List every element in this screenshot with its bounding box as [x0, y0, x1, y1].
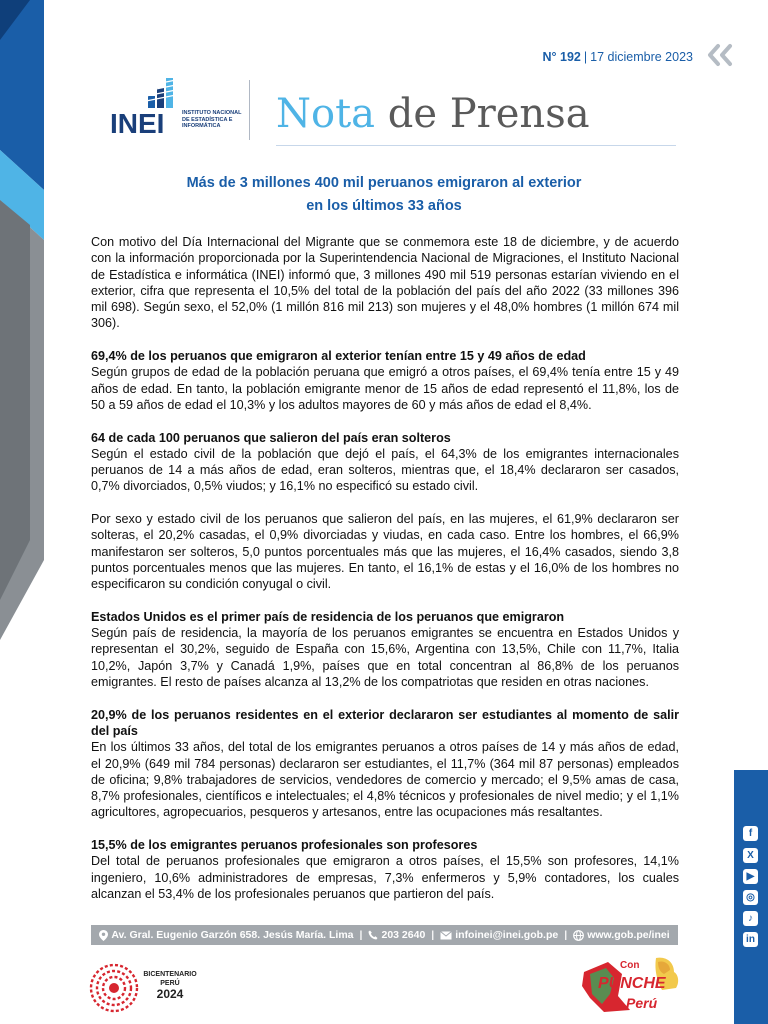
- section-country: [91, 609, 679, 690]
- con-punche-peru-logo: [578, 952, 688, 1018]
- section-civil-status: [91, 430, 679, 495]
- bicentenario-logo: [88, 962, 208, 1016]
- linkedin-icon[interactable]: in: [743, 932, 758, 947]
- title-part-prensa: de Prensa: [387, 91, 590, 137]
- article-body: [91, 234, 679, 918]
- inei-logo-mark-icon: [146, 76, 176, 108]
- campaign-text-peru: Perú: [626, 995, 658, 1011]
- headline: [110, 172, 658, 218]
- footer-contact-bar: [91, 925, 678, 945]
- footer-web[interactable]: [573, 929, 669, 941]
- left-decorative-band: [0, 0, 44, 640]
- bicentenario-emblem-icon: [88, 962, 140, 1014]
- section-text: Del total de peruanos profesionales que emigraron a otros países, el 15,5% son profesores, 14,1% ingeniero, 10,6% administradores de empresas, 7,3% enfermeros y 5,9% contadores, los cuales alcanzan el 53,4% de los profesionales peruanos que partieron del país.: [91, 854, 679, 901]
- section-text: En los últimos 33 años, del total de los emigrantes peruanos a otros países de 14 y más años de edad, el 20,9% (649 mil 784 personas) declararon ser estudiantes, el 11,7% (364 mil 87 personas) empleados de oficina; 9,8% trabajadores de servicios, vendedores de comercio y mercado; el 9,5% amas de casa, 8,7% profesionales, científicos e intelectuales; el 4,8% técnicos y profesionales de nivel medio; y el 1,1% agricultores, agropecuarios, pesqueros y artesanos, entre las ocupaciones más resaltantes.: [91, 740, 679, 820]
- section-text: Según el estado civil de la población que dejó el país, el 64,3% de los emigrantes internacionales peruanos de 14 a más años de edad, eran solteros, mientras que, el 18,4% declararon ser casados, 0,7% divorciados, 0,5% viudos; y 16,1% no especificó su estado civil.: [91, 446, 679, 494]
- inei-wordmark: INEI: [110, 108, 165, 139]
- inei-subtitle: INSTITUTO NACIONAL DE ESTADÍSTICA E INFORMÁTICA: [182, 110, 242, 130]
- chevrons-left-icon: [706, 42, 746, 68]
- section-text: Según grupos de edad de la población peruana que emigró a otros países, el 69,4% tenía entre 15 y 49 años de edad. En tanto, la población emigrante menor de 15 años de edad representó el 11,8%, los de 50 a 59 años de edad el 10,3% y los adultos mayores de 60 y más años de edad el 8,4%.: [91, 365, 679, 412]
- section-civil-status-by-sex: [91, 511, 679, 592]
- issue-number: N° 192: [542, 50, 581, 64]
- instagram-icon[interactable]: ◎: [743, 890, 758, 905]
- section-text: Según país de residencia, la mayoría de los peruanos emigrantes se encuentra en Estados Unidos y representan el 30,2%, seguido de España con 15,6%, Argentina con 13,5%, Chile con 11,7%, Italia 10,2%, Japón 3,7% y Canadá 1,9%, países que en total concentran al 86,8% de los peruanos emigrantes. El resto de países alcanza al 13,2% de los compatriotas que residen en otras naciones.: [91, 626, 679, 690]
- section-heading: Estados Unidos es el primer país de residencia de los peruanos que emigraron: [91, 609, 565, 624]
- bicentenario-year: 2024: [156, 987, 184, 1001]
- bicentenario-line-1: BICENTENARIO: [143, 971, 197, 978]
- section-age: [91, 348, 679, 413]
- header-divider: [249, 80, 250, 140]
- footer-separator: |: [359, 929, 363, 941]
- youtube-icon[interactable]: ▶: [743, 869, 758, 884]
- campaign-text-punche: PUNCHE: [598, 975, 666, 992]
- facebook-icon[interactable]: f: [743, 826, 758, 841]
- page-title: [276, 90, 590, 138]
- mail-icon: [440, 931, 452, 940]
- section-occupation: [91, 707, 679, 821]
- section-heading: 15,5% de los emigrantes peruanos profesionales son profesores: [91, 837, 478, 852]
- headline-line-2: en los últimos 33 años: [306, 198, 462, 214]
- footer-separator: |: [564, 929, 568, 941]
- tiktok-icon[interactable]: ♪: [743, 911, 758, 926]
- section-text: Por sexo y estado civil de los peruanos que salieron del país, en las mujeres, el 61,9% declararon ser solteras, el 20,2% casadas, el 0,9% divorciadas y viudas, en cada caso. Entre los hombres, el 66,9% manifestaron ser solteros, 5,0 puntos porcentuales más que las mujeres, el 16,4% casados, siendo 3,8 puntos porcentuales menos que las mujeres. En tanto, el 16,1% de estas y el 16,0% de los hombres no especificaron su condición conyugal o civil.: [91, 512, 679, 592]
- intro-paragraph: Con motivo del Día Internacional del Migrante que se conmemora este 18 de diciembre, y de acuerdo con la información proporcionada por la Superintendencia Nacional de Migraciones, el Instituto Nacional de Estadística e informática (INEI) informó que, 3 millones 490 mil 519 personas estarían viviendo en el exterior, cifra que representa el 10,5% del total de la población del país del año 2022 (33 millones 396 mil 698). Según sexo, el 52,0% (1 millón 816 mil 213) son mujeres y el 48,0% hombres (1 millón 674 mil 306).: [91, 235, 679, 331]
- footer-email-text: infoinei@inei.gob.pe: [455, 929, 559, 941]
- title-underline: [276, 145, 676, 146]
- x-icon[interactable]: X: [743, 848, 758, 863]
- campaign-text-con: Con: [620, 960, 640, 971]
- social-media-strip: [734, 770, 768, 1024]
- footer-separator: |: [431, 929, 435, 941]
- section-professionals: [91, 837, 679, 902]
- inei-logo: [110, 76, 240, 140]
- section-heading: 69,4% de los peruanos que emigraron al exterior tenían entre 15 y 49 años de edad: [91, 349, 586, 364]
- section-heading: 20,9% de los peruanos residentes en el exterior declararon ser estudiantes al momento de salir del país: [91, 707, 679, 738]
- phone-icon: [368, 930, 378, 940]
- globe-icon: [573, 930, 584, 941]
- footer-phone[interactable]: [368, 929, 425, 941]
- issue-info: [543, 50, 693, 64]
- bicentenario-line-2: PERÚ: [160, 980, 180, 987]
- headline-line-1: Más de 3 millones 400 mil peruanos emigraron al exterior: [186, 175, 582, 191]
- footer-web-text: www.gob.pe/inei: [587, 929, 670, 941]
- footer-address: [99, 929, 353, 941]
- footer-phone-text: 203 2640: [381, 929, 426, 941]
- bicentenario-text: [142, 970, 198, 1001]
- section-heading: 64 de cada 100 peruanos que salieron del país eran solteros: [91, 430, 451, 445]
- issue-date: 17 diciembre 2023: [590, 50, 693, 64]
- issue-separator: |: [583, 50, 588, 64]
- footer-email[interactable]: [440, 929, 558, 941]
- location-pin-icon: [99, 930, 108, 941]
- title-part-nota: Nota: [276, 91, 376, 137]
- footer-address-text: Av. Gral. Eugenio Garzón 658. Jesús María. Lima: [111, 929, 354, 941]
